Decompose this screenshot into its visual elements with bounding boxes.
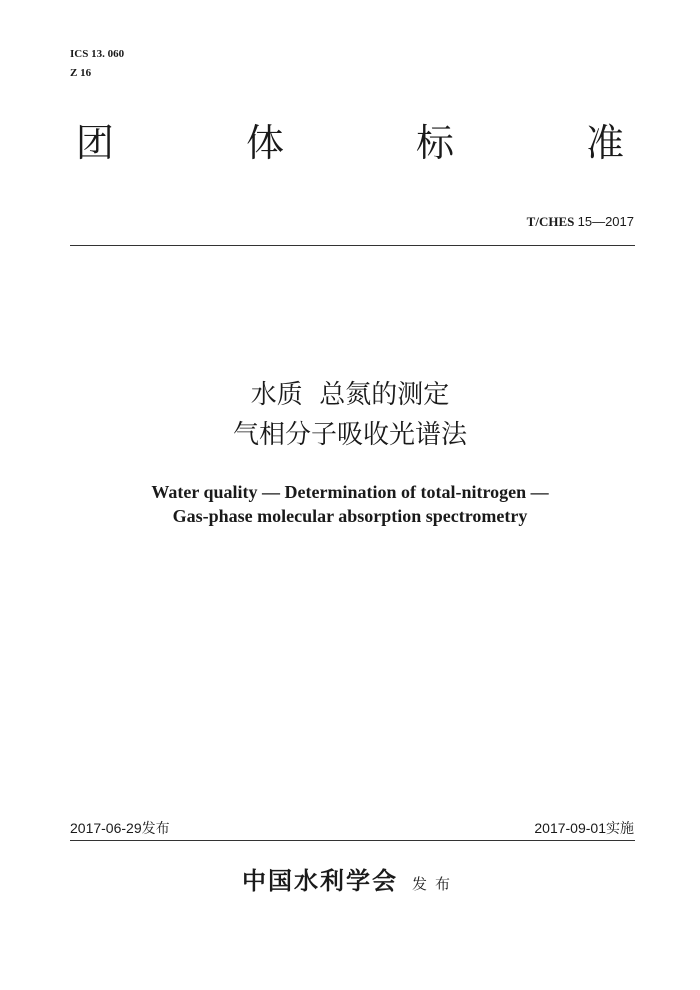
standard-number (527, 214, 634, 230)
document-type-heading: 团 体 标 准 (75, 121, 685, 165)
english-title-line2: Gas-phase molecular absorption spectrometry (172, 506, 528, 526)
standard-prefix: T/CHES (526, 214, 578, 229)
publisher-organization: 中国水利学会 (241, 866, 398, 895)
classification-code: Z 16 (70, 67, 92, 79)
chinese-title-line1: 水质 总氮的测定 (250, 380, 450, 410)
issue-date: 2017-06-29发布 (70, 820, 170, 836)
bottom-divider (70, 840, 635, 841)
publish-action: 发布 (411, 875, 458, 893)
top-divider (70, 245, 635, 246)
english-title-line1: Water quality — Determination of total-nitrogen — (151, 482, 549, 502)
standard-number-year: 15—2017 (577, 214, 634, 229)
ics-code: ICS 13. 060 (70, 48, 125, 60)
publisher-line (0, 864, 700, 902)
chinese-title-line2: 气相分子吸收光谱法 (232, 420, 467, 450)
implementation-date: 2017-09-01实施 (534, 820, 634, 836)
